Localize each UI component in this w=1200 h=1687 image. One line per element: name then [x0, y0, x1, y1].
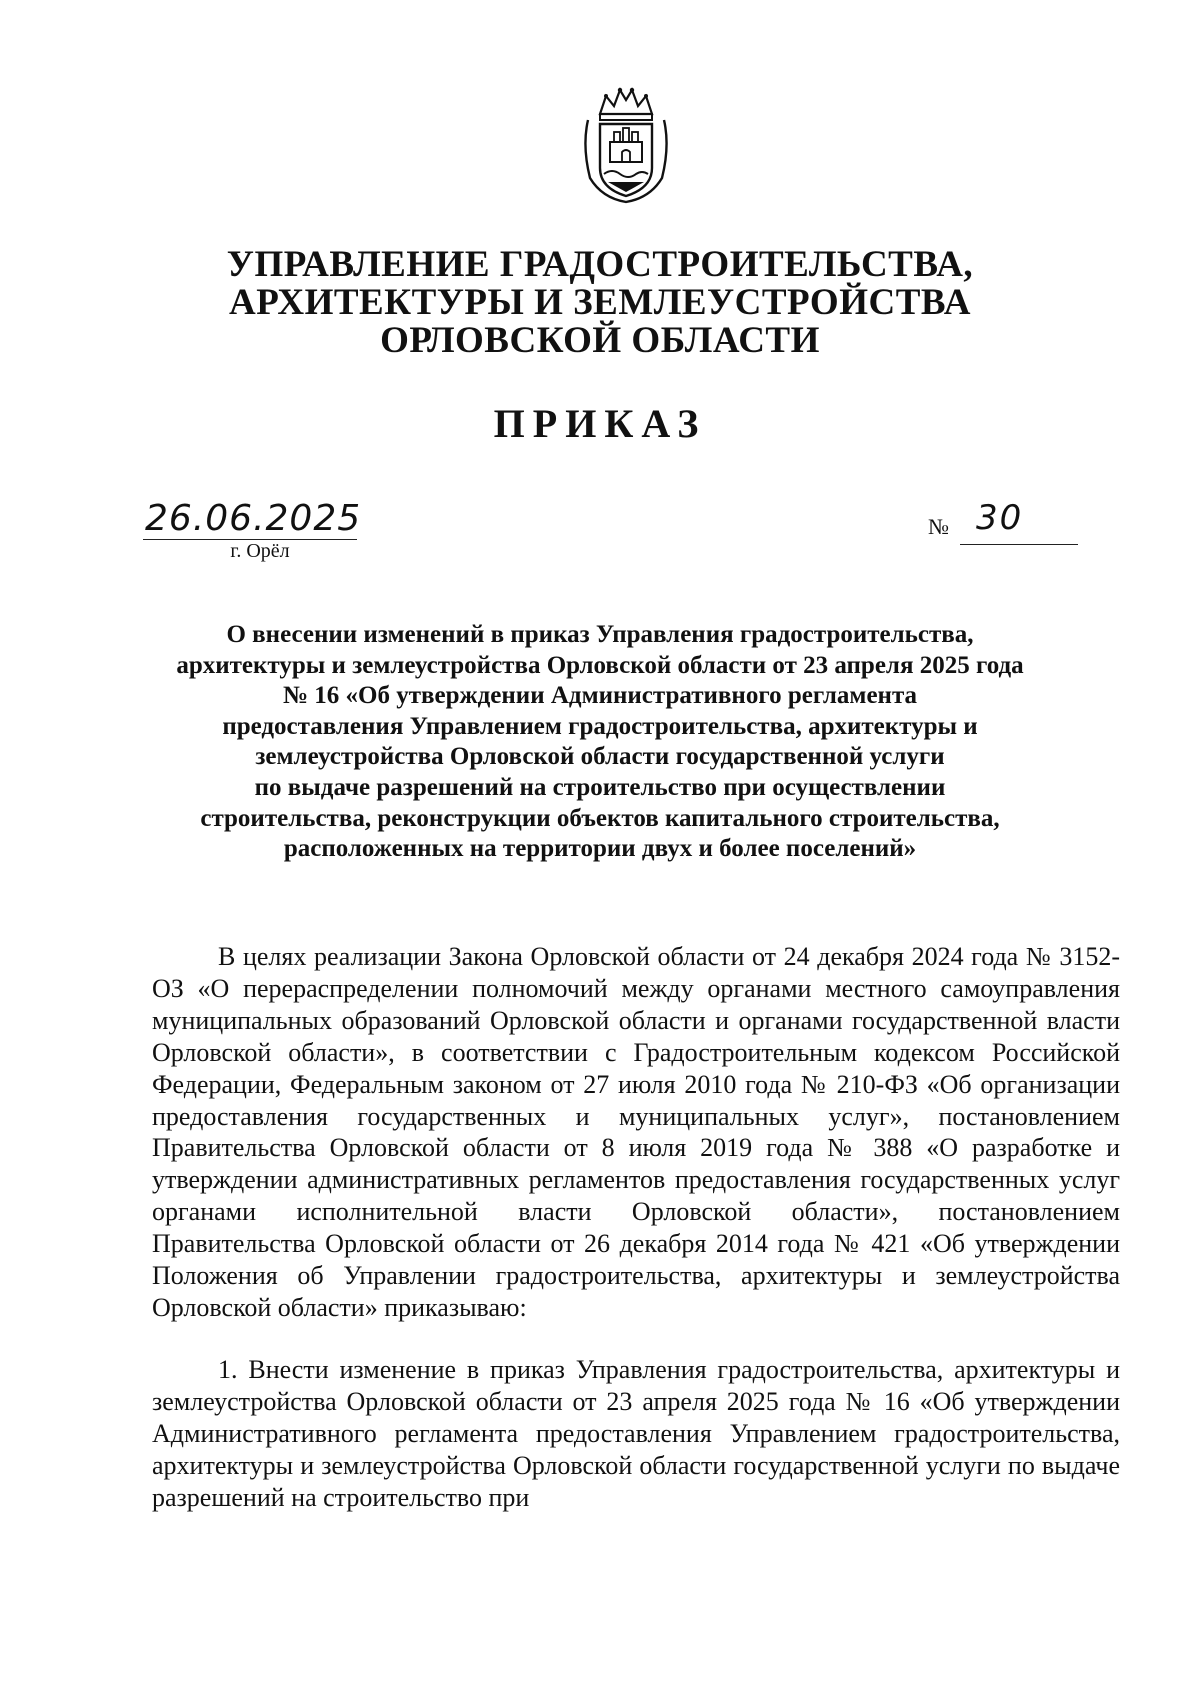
subject-line: архитектуры и землеустройства Орловской области от 23 апреля 2025 года — [176, 651, 1024, 679]
number-underline — [960, 544, 1078, 545]
document-subject — [120, 620, 1080, 865]
city-label: г. Орёл — [230, 540, 290, 562]
subject-line: расположенных на территории двух и более поселений» — [283, 835, 917, 863]
document-type: ПРИКАЗ — [493, 401, 707, 446]
subject-line: О внесении изменений в приказ Управления градостроительства, — [226, 621, 974, 648]
document-body — [152, 941, 1120, 1513]
issuing-authority — [150, 246, 1050, 360]
order-number-block — [928, 500, 1076, 548]
subject-line: предоставления Управлением градостроительства, архитектуры и — [222, 712, 978, 740]
preamble-paragraph: В целях реализации Закона Орловской области от 24 декабря 2024 года № 3152-ОЗ «О перераспределении полномочий между органами местного самоуправления муниципальных образований Орловской области и органами государственной власти Орловской области», в соответствии с Градостроительным кодексом Российской Федерации, Федеральным законом от 27 июля 2010 года № 210-ФЗ «Об организации предоставления государственных и муниципальных услуг», постановлением Правительства Орловской области от 8 июля 2019 года № 388 «О разработке и утверждении административных регламентов предоставления государственных услуг органами исполнительной власти Орловской области», постановлением Правительства Орловской области от 26 декабря 2014 года № 421 «Об утверждении Положения об Управлении градостроительства, архитектуры и землеустройства Орловской области» приказываю: — [152, 942, 1120, 1322]
subject-line: землеустройства Орловской области государственной услуги — [255, 743, 945, 771]
coat-of-arms-icon — [578, 86, 674, 204]
date-block — [143, 497, 362, 562]
authority-line: АРХИТЕКТУРЫ И ЗЕМЛЕУСТРОЙСТВА — [229, 282, 971, 323]
subject-line: № 16 «Об утверждении Административного регламента — [282, 682, 918, 710]
authority-line: ОРЛОВСКОЙ ОБЛАСТИ — [380, 320, 820, 361]
subject-line: строительства, реконструкции объектов капитального строительства, — [200, 804, 1000, 832]
handwritten-date: 26.06.2025 — [145, 498, 362, 539]
item-1-paragraph: 1. Внести изменение в приказ Управления градостроительства, архитектуры и землеустройства Орловской области от 23 апреля 2025 года № 16 «Об утверждении Административного регламента предоставления Управлением градостроительства, архитектуры и землеустройства Орловской области государственной услуги по выдаче разрешений на строительство при — [152, 1354, 1120, 1512]
handwritten-number: 30 — [976, 498, 1024, 538]
subject-line: по выдаче разрешений на строительство при осуществлении — [254, 773, 946, 801]
authority-line: УПРАВЛЕНИЕ ГРАДОСТРОИТЕЛЬСТВА, — [226, 244, 974, 285]
number-sign: № — [928, 514, 949, 539]
